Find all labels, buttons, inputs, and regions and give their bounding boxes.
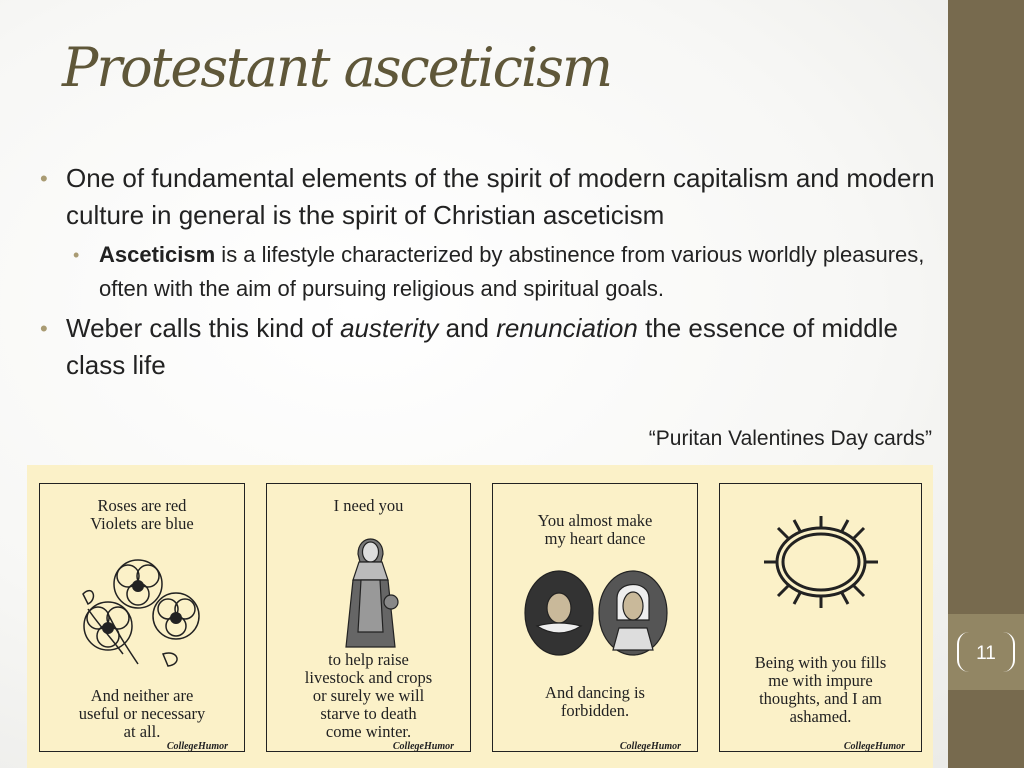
bullet-list (40, 160, 940, 388)
card-bottom-text: And neither are useful or necessary at all. (78, 686, 206, 741)
card-bottom-text: Being with you fills me with impure thoughts, and I am ashamed. (754, 653, 887, 726)
brand-logo: CollegeHumor (166, 741, 228, 752)
card-bottom-text: And dancing is forbidden. (545, 683, 645, 720)
bullet-dot-icon: • (73, 245, 80, 265)
image-caption: “Puritan Valentines Day cards” (648, 427, 932, 450)
page-number: 11 (976, 643, 996, 664)
slide-title: Protestant asceticism (62, 36, 612, 99)
card-pilgrim (266, 483, 471, 752)
brand-logo: CollegeHumor (843, 741, 905, 752)
term-asceticism: Asceticism (99, 242, 216, 267)
term-renunciation: renunciation (496, 313, 638, 343)
card-top-text: You almost make my heart dance (537, 511, 653, 548)
card-top-text: I need you (333, 496, 404, 515)
card-portraits (492, 483, 698, 752)
bullet-dot-icon: • (40, 166, 48, 191)
bullet-text-start: Weber calls this kind of (66, 313, 341, 343)
brand-logo: CollegeHumor (619, 741, 681, 752)
bullet-item (40, 310, 940, 384)
valentine-cards-image (27, 465, 933, 768)
bullet-dot-icon: • (40, 316, 48, 341)
bullet-text-mid: and (438, 313, 497, 343)
sub-bullet-item (40, 238, 940, 306)
card-roses (39, 483, 245, 752)
card-top-text: Roses are red Violets are blue (90, 496, 194, 533)
card-bottom-text: to help raise livestock and crops or surely we will starve to death come winter. (304, 650, 433, 741)
pansy-flowers-icon (68, 554, 218, 679)
pilgrim-woman-icon (333, 532, 408, 652)
crown-of-thorns-icon (760, 512, 882, 612)
bullet-text: One of fundamental elements of the spirit of modern capitalism and modern culture in general is the spirit of Christian asceticism (66, 163, 935, 230)
page-number-badge (948, 614, 1024, 690)
puritan-portraits-icon (523, 568, 669, 658)
card-thorns (719, 483, 922, 752)
brand-logo: CollegeHumor (392, 741, 454, 752)
term-austerity: austerity (340, 313, 439, 343)
definition-text: is a lifestyle characterized by abstinence from various worldly pleasures, often with the aim of pursuing religious and spiritual goals. (99, 242, 925, 301)
bullet-text-end: the essence of middle class life (66, 313, 898, 380)
bullet-item (40, 160, 940, 234)
